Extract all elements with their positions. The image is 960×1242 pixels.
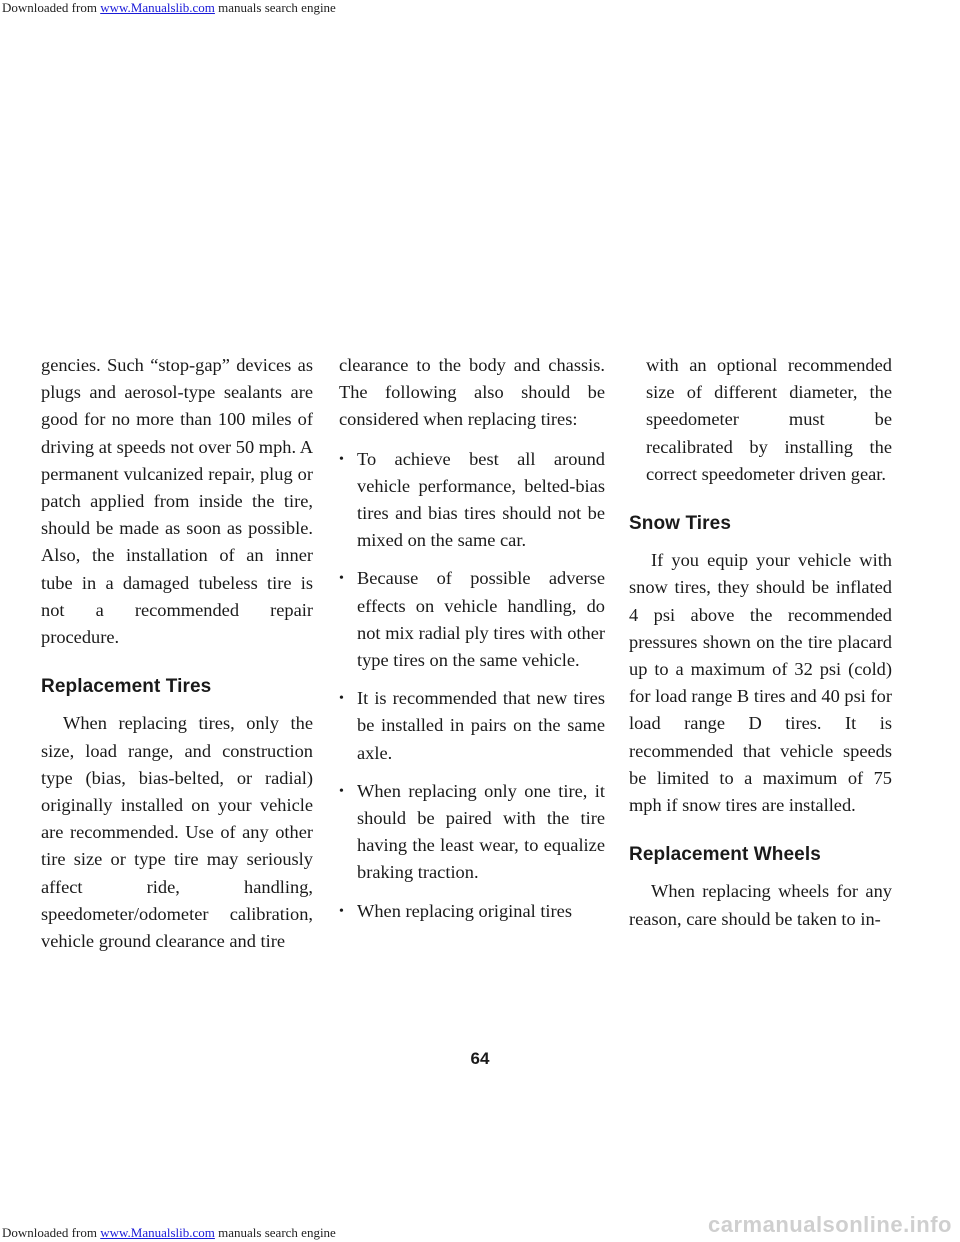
text-column-1: [41, 352, 313, 955]
list-item-text: Because of possible adverse effects on vehicle handling, do not mix radial ply tires with other type tires on the same vehicle.: [357, 568, 605, 671]
list-item-text: When replacing original tires: [357, 900, 572, 921]
paragraph-stop-gap: gencies. Such “stop-gap” devices as plugs and aerosol-type sealants are good for no more than 100 miles of driving at speeds not over 50 mph. A permanent vulcanized repair, plug or patch applied from inside the tire, should be made as soon as possible. Also, the installation of an inner tube in a damaged tubeless tire is not a recommended repair procedure.: [41, 355, 313, 648]
list-item-text: When replacing only one tire, it should be paired with the tire having the least wear, to equalize braking traction.: [357, 780, 605, 883]
text-column-2: [339, 352, 605, 936]
banner-prefix: Downloaded from: [2, 0, 101, 15]
list-item: [339, 778, 605, 887]
paragraph-clearance: clearance to the body and chassis. The following also should be considered when replacing tires:: [339, 355, 605, 430]
paragraph-snow-tires: If you equip your vehicle with snow tires, they should be inflated 4 psi above the recommended pressures shown on the tire placard up to a maximum of 32 psi (cold) for load range B tires and 40 psi for load range D tires. It is recommended that vehicle speeds be limited to a maximum of 75 mph if snow tires are installed.: [629, 550, 892, 816]
banner-suffix: manuals search engine: [214, 0, 336, 15]
bullet-icon: •: [339, 571, 344, 587]
paragraph-replacement-wheels: When replacing wheels for any reason, care should be taken to in-: [629, 881, 892, 929]
heading-replacement-tires: Replacement Tires: [41, 676, 212, 698]
manualslib-link[interactable]: www.Manualslib.com: [100, 1225, 215, 1240]
manualslib-link[interactable]: www.Manualslib.com: [100, 0, 215, 15]
bullet-icon: •: [339, 691, 344, 707]
watermark-logo: carmanualsonline.info: [708, 1212, 952, 1237]
bullet-icon: •: [339, 451, 344, 467]
bullet-icon: •: [339, 783, 344, 799]
paragraph-speedometer: with an optional recommended size of different diameter, the speedometer must be recalibrated by installing the correct speedometer driven gear.: [646, 355, 892, 484]
list-item-text: To achieve best all around vehicle performance, belted-bias tires and bias tires should not be mixed on the same car.: [357, 448, 605, 551]
banner-suffix: manuals search engine: [214, 1225, 336, 1240]
tire-guidelines-list: [339, 446, 605, 925]
banner-prefix: Downloaded from: [2, 1225, 101, 1240]
download-banner-top: [0, 0, 960, 16]
list-item: [339, 446, 605, 555]
list-item: [339, 898, 605, 925]
list-item-text: It is recommended that new tires be installed in pairs on the same axle.: [357, 688, 605, 763]
paragraph-replacing-tires: When replacing tires, only the size, load range, and construction type (bias, bias-belted, or radial) originally installed on your vehicle are recommended. Use of any other tire size or type tire may seriously affect ride, handling, speedometer/odometer calibration, vehicle ground clearance and tire: [41, 713, 313, 952]
text-column-3: [629, 352, 892, 933]
bullet-icon: •: [339, 903, 344, 919]
heading-snow-tires: Snow Tires: [629, 513, 732, 535]
heading-replacement-wheels: Replacement Wheels: [629, 844, 821, 866]
list-item: [339, 565, 605, 674]
page-number: 64: [470, 1049, 490, 1068]
list-item: [339, 685, 605, 767]
